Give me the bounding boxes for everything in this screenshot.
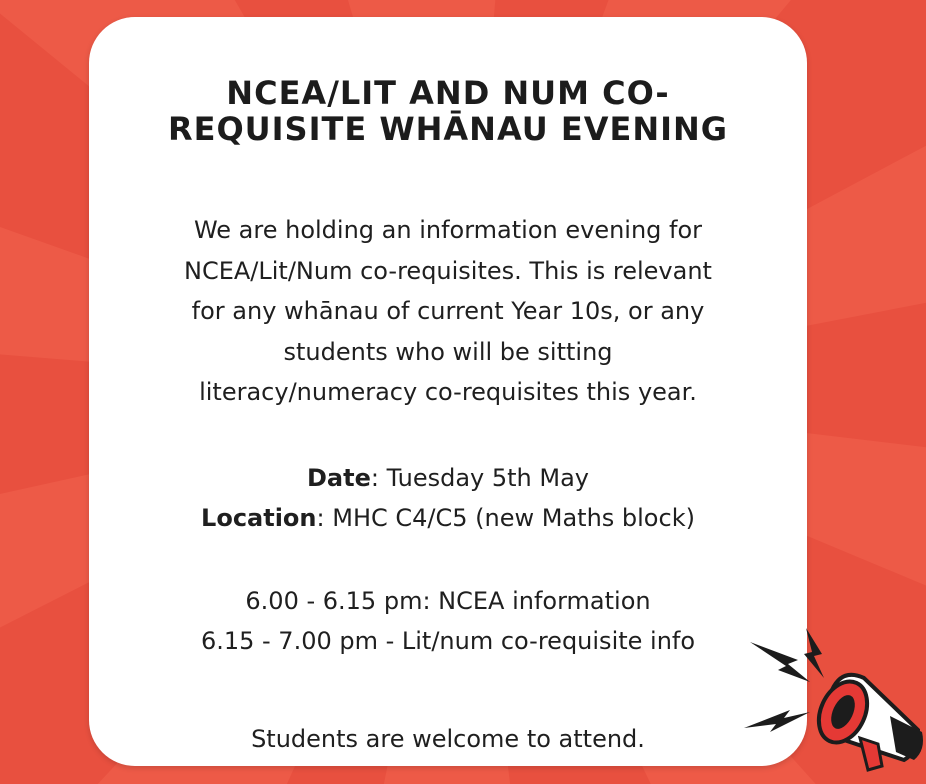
- location-value: : MHC C4/C5 (new Maths block): [316, 504, 695, 532]
- intro-paragraph: [89, 210, 807, 413]
- date-value: : Tuesday 5th May: [370, 464, 589, 492]
- date-line: [89, 458, 807, 498]
- megaphone-body: [810, 674, 923, 770]
- schedule-item: 6.15 - 7.00 pm - Lit/num co-requisite info: [200, 627, 696, 655]
- intro-line: students who will be sitting: [283, 337, 613, 366]
- lightning-bolt-icon: [744, 628, 824, 732]
- intro-line: We are holding an information evening for: [193, 216, 703, 244]
- title-line-1: NCEA/LIT AND NUM CO-: [226, 74, 670, 112]
- location-label: Location: [201, 504, 317, 532]
- title-line-2: REQUISITE WHĀNAU EVENING: [167, 110, 729, 148]
- schedule-item: 6.00 - 6.15 pm: NCEA information: [245, 587, 651, 615]
- location-line: [89, 498, 807, 538]
- footer-note: Students are welcome to attend.: [251, 725, 645, 753]
- event-details: [89, 458, 807, 538]
- date-label: Date: [307, 464, 371, 492]
- announcement-card: [89, 17, 807, 766]
- intro-line: for any whānau of current Year 10s, or any: [191, 297, 705, 325]
- megaphone-icon: [740, 620, 926, 784]
- intro-line: NCEA/Lit/Num co-requisites. This is relevant: [184, 256, 712, 285]
- intro-line: literacy/numeracy co-requisites this year.: [199, 378, 697, 406]
- page-title: [89, 75, 807, 147]
- schedule: [89, 581, 807, 661]
